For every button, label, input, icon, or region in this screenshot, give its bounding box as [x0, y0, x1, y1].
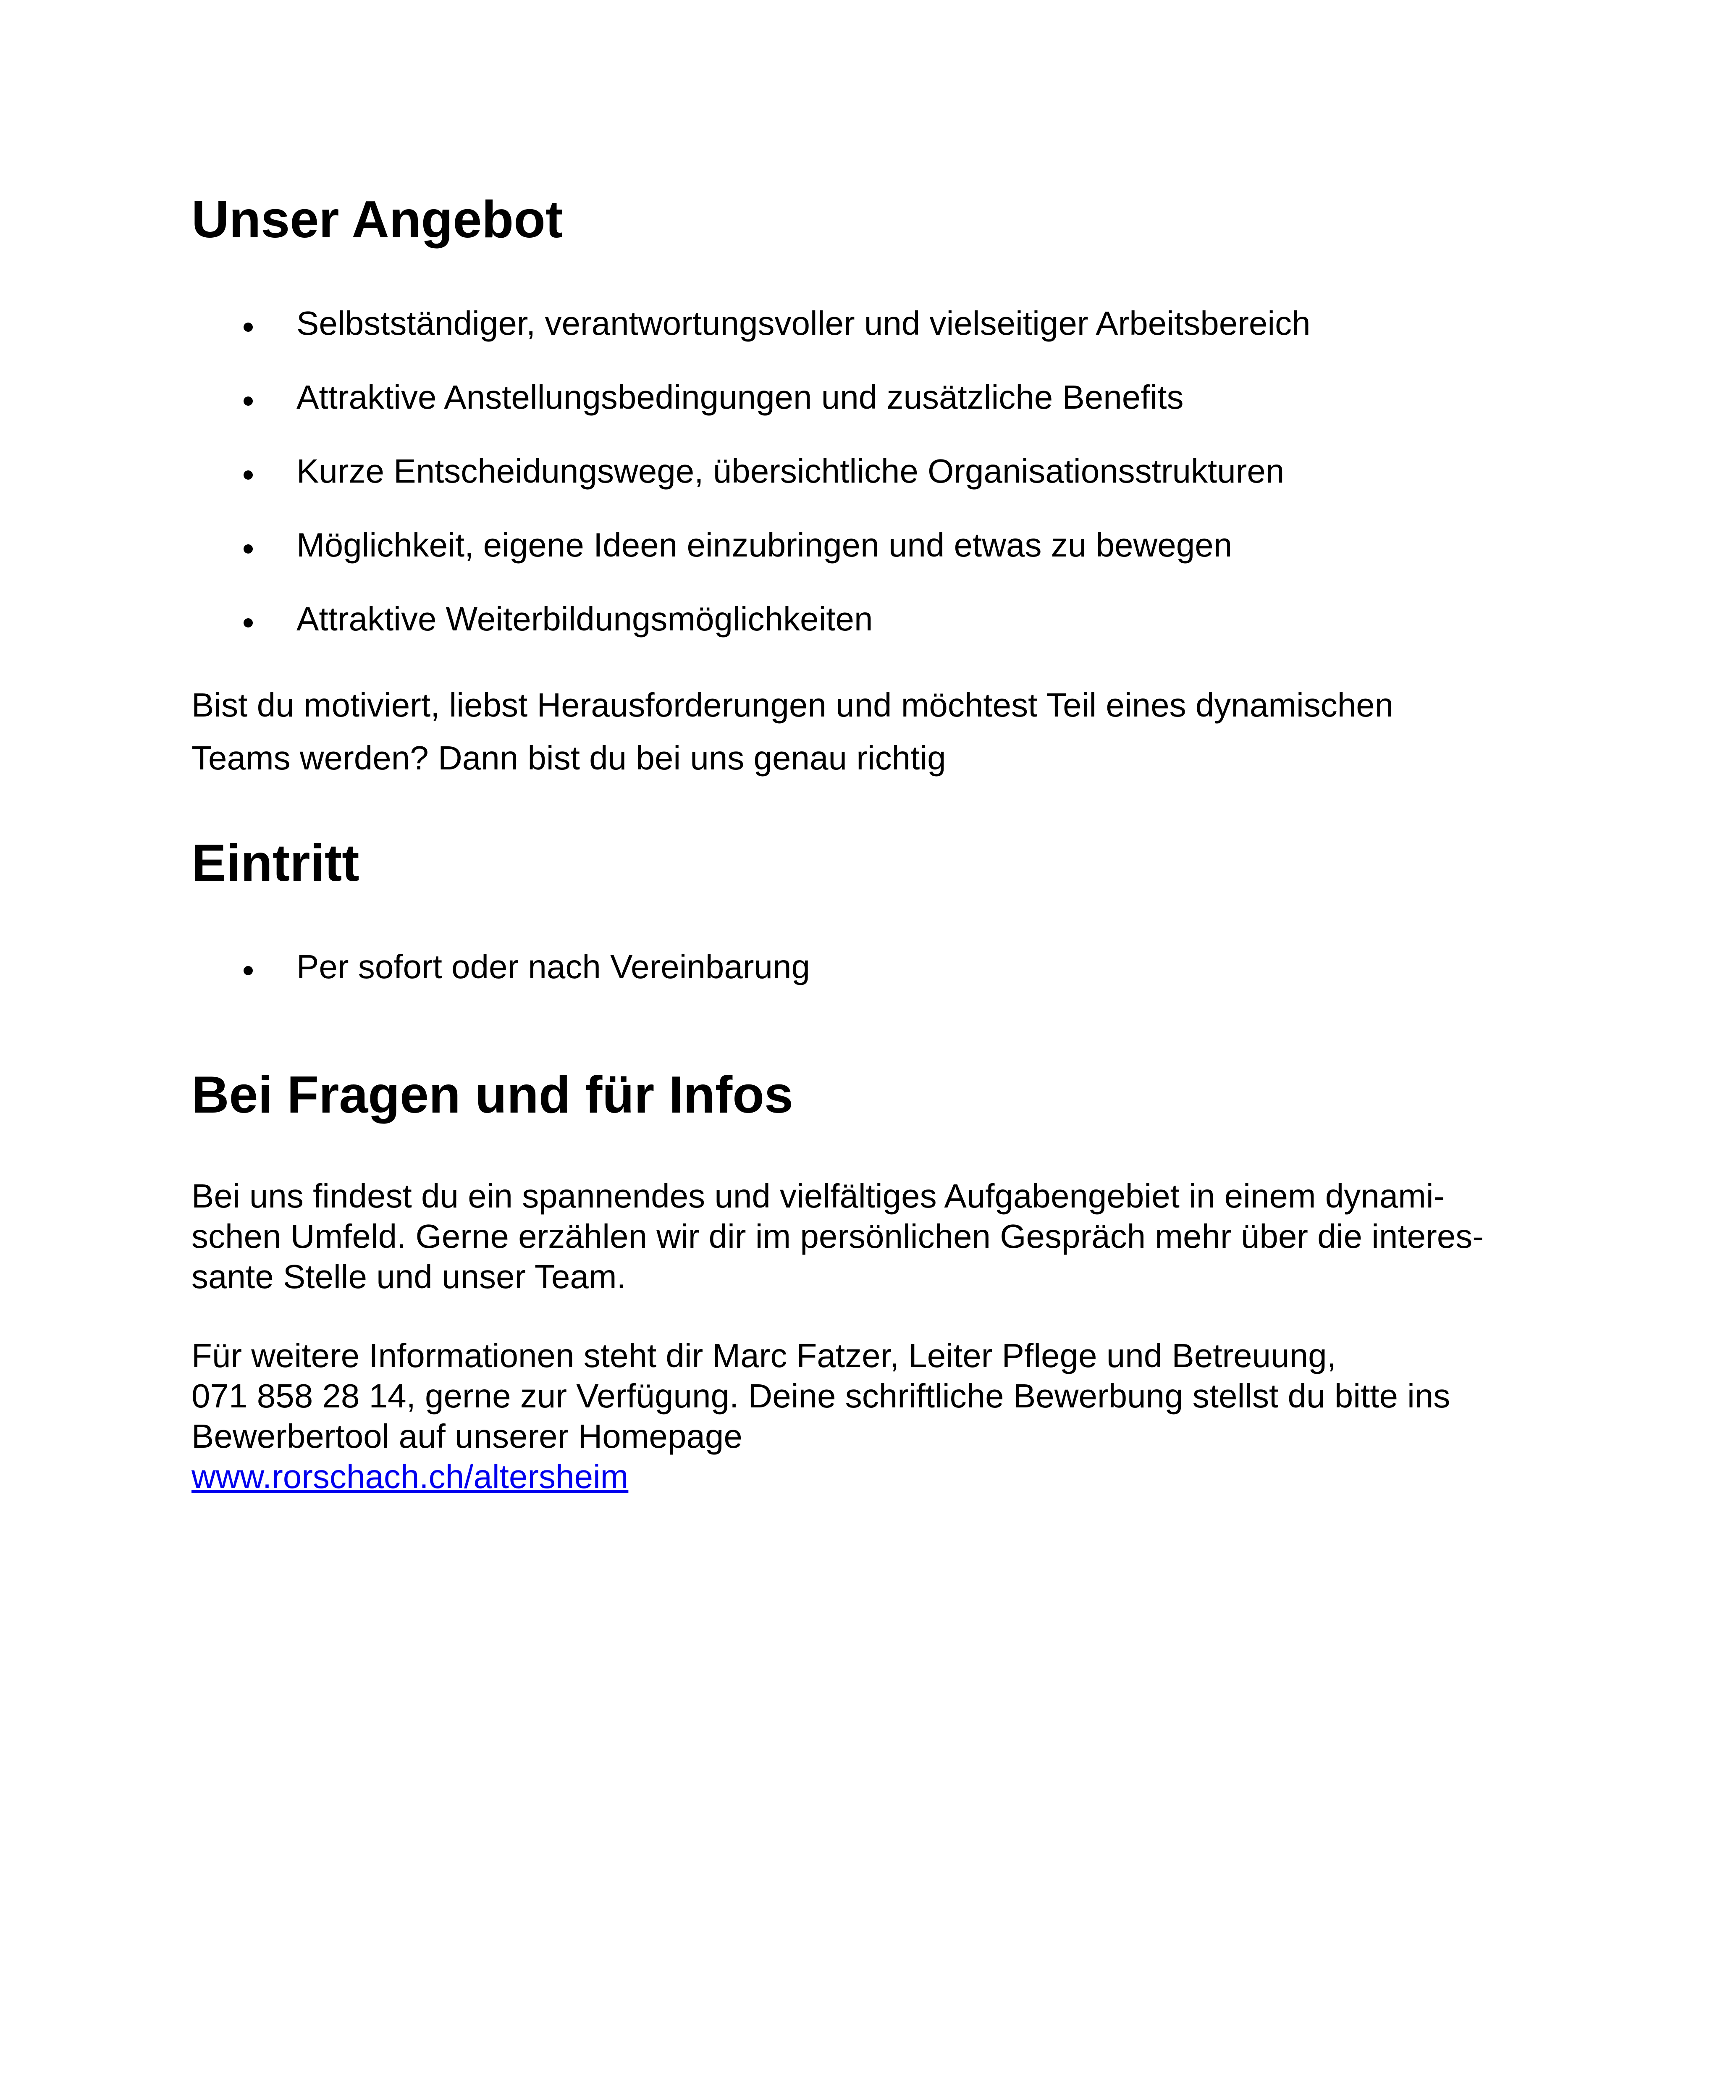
bullet-icon — [244, 544, 253, 554]
list-item-text: Attraktive Weiterbildungsmöglichkeiten — [296, 600, 873, 638]
motivation-line: Teams werden? Dann bist du bei uns genau richtig — [191, 739, 946, 777]
bullet-icon — [244, 396, 253, 406]
paragraph-line: Für weitere Informationen steht dir Marc Fatzer, Leiter Pflege und Betreuung, — [191, 1337, 1336, 1374]
intro-paragraph — [191, 1176, 1577, 1297]
paragraph-line: 071 858 28 14, gerne zur Verfügung. Deine schriftliche Bewerbung stellst du bitte ins — [191, 1377, 1450, 1415]
list-item-text: Selbstständiger, verantwortungsvoller und vielseitiger Arbeitsbereich — [296, 304, 1311, 342]
contact-paragraph — [191, 1336, 1577, 1497]
heading-eintritt: Eintritt — [191, 834, 359, 892]
homepage-prefix: Bewerbertool auf unserer Homepage — [191, 1418, 742, 1455]
motivation-paragraph — [191, 679, 1577, 785]
paragraph-line: schen Umfeld. Gerne erzählen wir dir im persönlichen Gespräch mehr über die interes- — [191, 1218, 1484, 1255]
list-item-text: Kurze Entscheidungswege, übersichtliche Organisationsstrukturen — [296, 452, 1285, 490]
list-item-text: Per sofort oder nach Vereinbarung — [296, 948, 810, 985]
bullet-icon — [244, 470, 253, 480]
list-item-text: Attraktive Anstellungsbedingungen und zusätzliche Benefits — [296, 378, 1184, 416]
motivation-line: Bist du motiviert, liebst Herausforderungen und möchtest Teil eines dynamischen — [191, 686, 1394, 724]
paragraph-line-with-link — [191, 1416, 1577, 1497]
bullet-icon — [244, 618, 253, 627]
heading-unser-angebot: Unser Angebot — [191, 191, 563, 249]
bullet-icon — [244, 966, 253, 975]
angebot-list — [191, 302, 1577, 672]
list-item — [191, 450, 1577, 524]
bullet-icon — [244, 323, 253, 332]
list-item — [191, 598, 1577, 672]
heading-bei-fragen: Bei Fragen und für Infos — [191, 1066, 793, 1124]
paragraph-line: sante Stelle und unser Team. — [191, 1258, 626, 1295]
paragraph-line: Bei uns findest du ein spannendes und vielfältiges Aufgabengebiet in einem dynami- — [191, 1177, 1445, 1215]
list-item — [191, 946, 1577, 1020]
list-item-text: Möglichkeit, eigene Ideen einzubringen und etwas zu bewegen — [296, 526, 1233, 564]
list-item — [191, 524, 1577, 598]
list-item — [191, 376, 1577, 450]
homepage-link[interactable]: www.rorschach.ch/altersheim — [191, 1458, 629, 1495]
list-item — [191, 302, 1577, 376]
eintritt-list — [191, 946, 1577, 1020]
